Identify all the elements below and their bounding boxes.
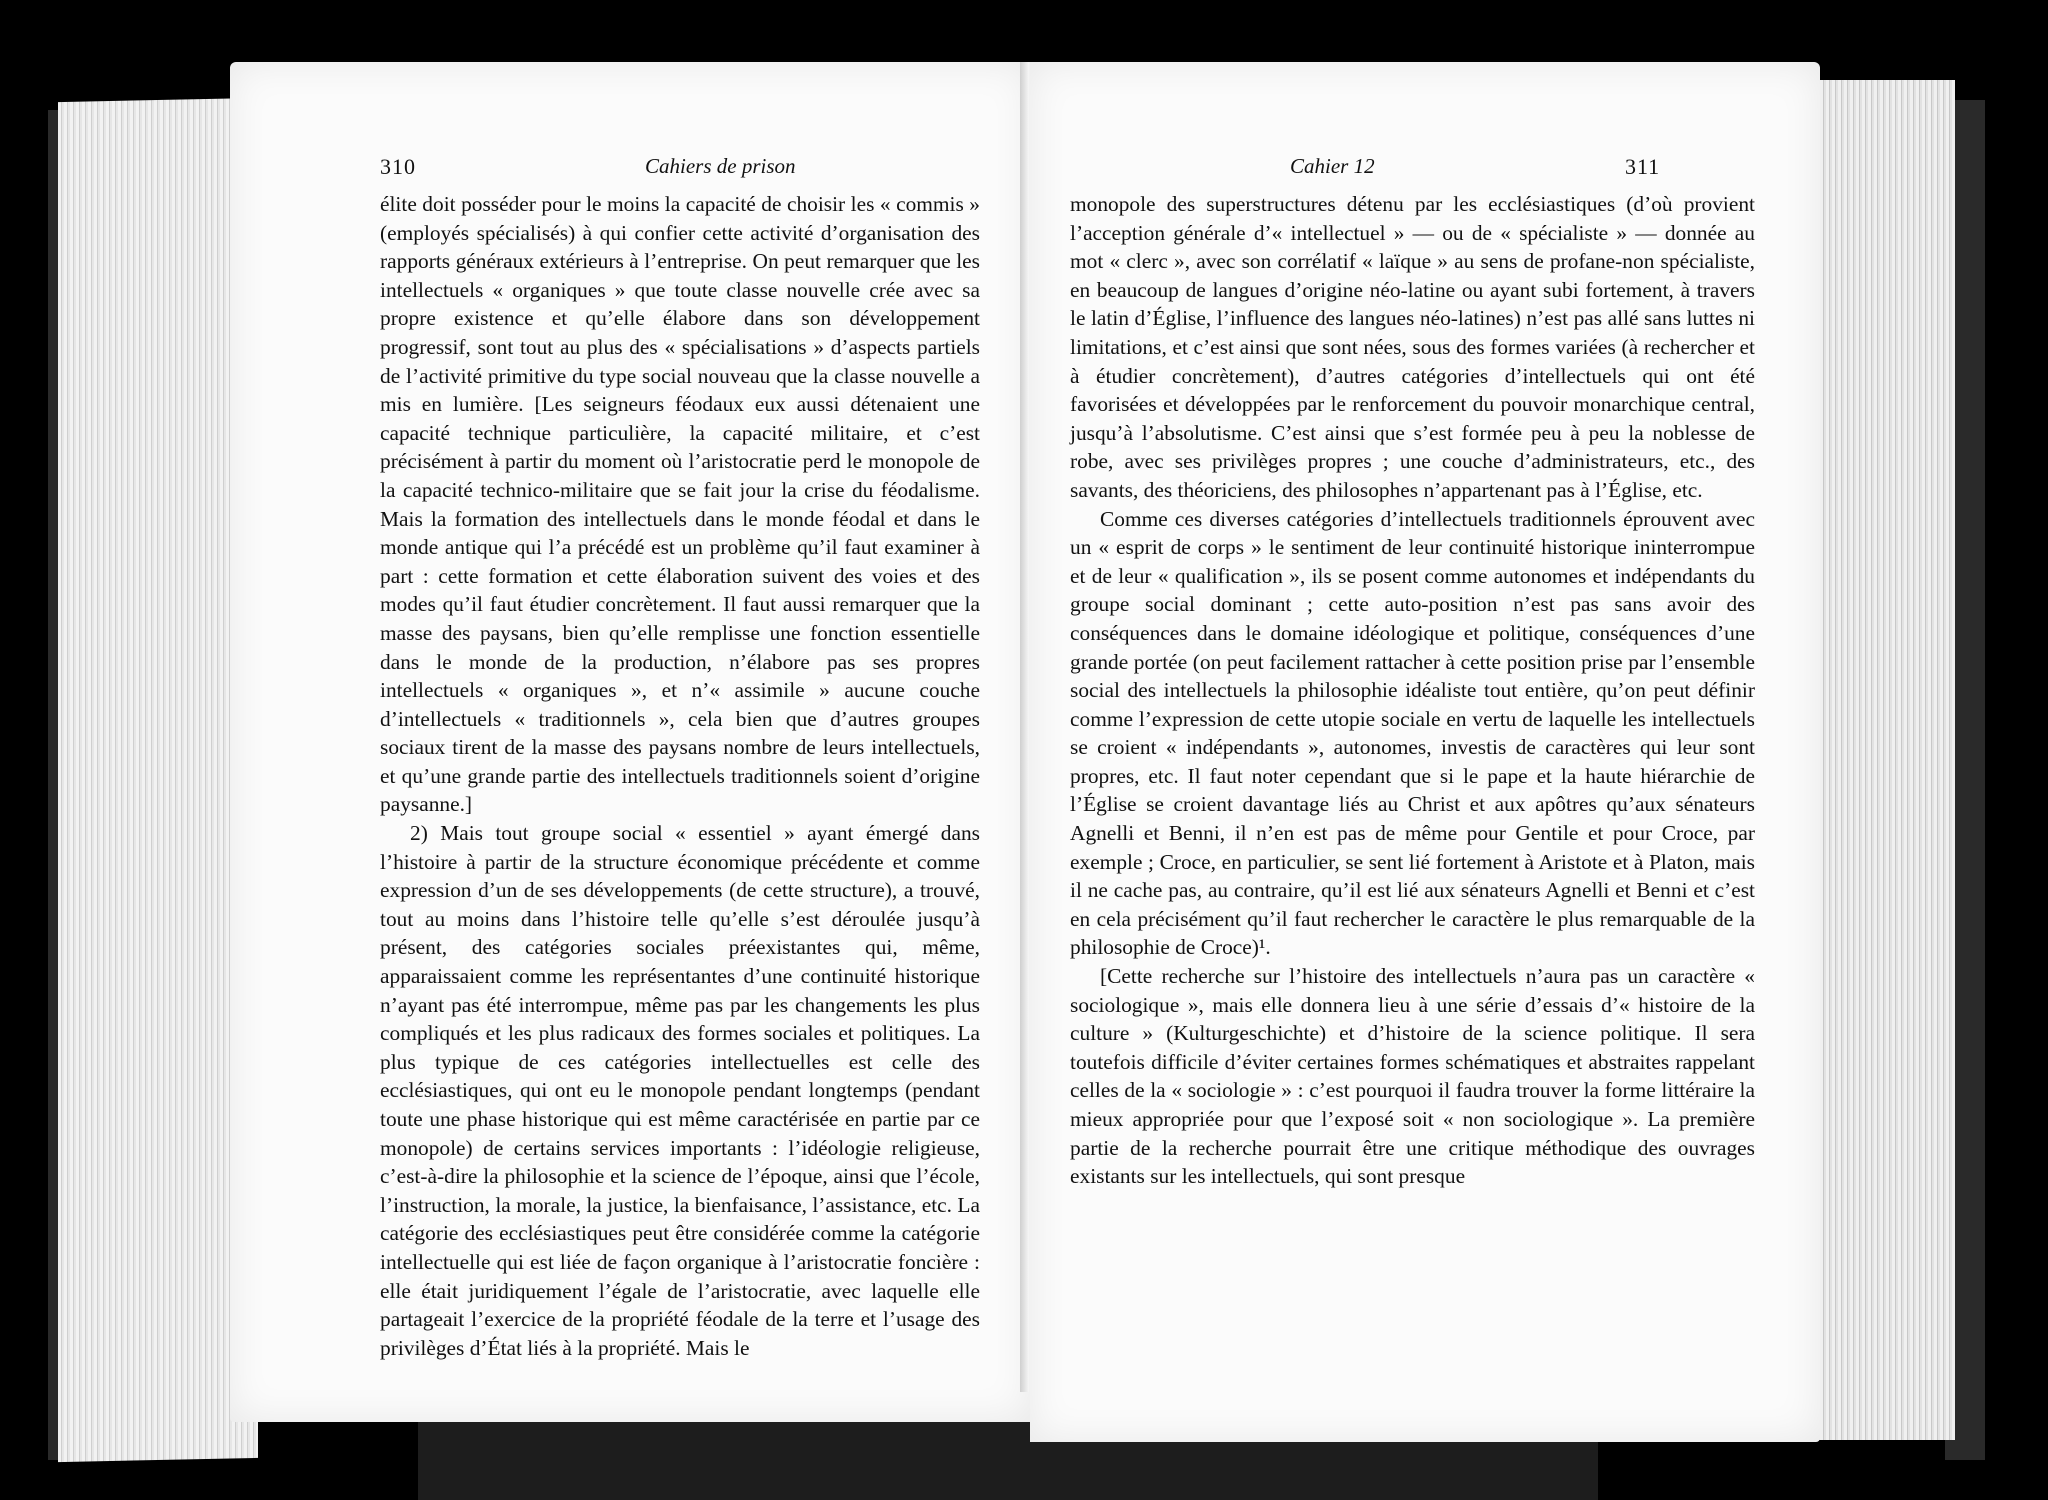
paragraph: élite doit posséder pour le moins la capacité de choisir les « commis » (employés spécialisés) à qui confier cette activité d’organisation des rapports généraux extérieurs à l’entreprise. On peut remarquer que les intellectuels « organiques » que toute classe nouvelle crée avec sa propre existence et qu’elle élabore dans son développement progressif, sont tout au plus des « spécialisations » d’aspects partiels de l’activité primitive du type social nouveau que la classe nouvelle a mis en lumière. [Les seigneurs féodaux eux aussi détenaient une capacité technique particulière, la capacité militaire, et c’est précisément à partir du moment où l’aristocratie perd le monopole de la capacité technico-militaire que se fait jour la crise du féodalisme. Mais la formation des intellectuels dans le monde féodal et dans le monde antique qui l’a précédé est un problème qu’il faut examiner à part : cette formation et cette élaboration suivent des voies et des modes qu’il faut étudier concrètement. Il faut aussi remarquer que la masse des paysans, bien qu’elle remplisse une fonction essentielle dans le monde de la production, n’élabore pas ses propres intellectuels « organiques », et n’« assimile » aucune couche d’intellectuels « traditionnels », cela bien que d’autres groupes sociaux tirent de la masse des paysans nombre de leurs intellectuels, et qu’une grande partie des intellectuels traditionnels soient d’origine paysanne.]: [380, 192, 980, 817]
page-edges-left: [58, 98, 258, 1462]
right-page-number: 311: [1625, 154, 1661, 179]
left-page: [230, 62, 1030, 1422]
paragraph: Comme ces diverses catégories d’intellectuels traditionnels éprouvent avec un « esprit de corps » le sentiment de leur continuité historique ininterrompue et de leur « qualification », ils se posent comme autonomes et indépendants du groupe social dominant ; cette auto-position n’est pas sans avoir des conséquences dans le domaine idéologique et politique, conséquences d’une grande portée (on peut facilement rattacher à cette position prise par l’ensemble social des intellectuels la philosophie idéaliste tout entière, qu’on peut définir comme l’expression de cette utopie sociale en vertu de laquelle les intellectuels se croient « indépendants », autonomes, investis de caractères qui leur sont propres, etc. Il faut noter cependant que si le pape et la haute hiérarchie de l’Église se croient davantage liés au Christ et aux apôtres qu’aux sénateurs Agnelli et Benni, il n’en est pas de même pour Gentile et pour Croce, par exemple ; Croce, en particulier, se sent lié fortement à Aristote et à Platon, mais il ne cache pas, au contraire, qu’il est lié aux sénateurs Agnelli et Benni et c’est en cela précisément qu’il faut rechercher le caractère le plus remarquable de la philosophie de Croce)¹.: [1070, 506, 1755, 960]
left-running-title: Cahiers de prison: [645, 154, 796, 178]
right-running-title: Cahier 12: [1290, 154, 1375, 178]
right-page: [1030, 62, 1820, 1442]
paragraph: [Cette recherche sur l’histoire des intellectuels n’aura pas un caractère « sociologique », mais elle donnera lieu à une série d’essais d’« histoire de la culture » (Kulturgeschichte) et d’histoire de la science politique. Il sera toutefois difficile d’éviter certaines formes schématiques et abstraites rappelant celles de la « sociologie » : c’est pourquoi il faudra trouver la forme littéraire la mieux appropriée pour que l’exposé soit « non sociologique ». La première partie de la recherche pourrait être une critique méthodique des ouvrages existants sur les intellectuels, qui sont presque: [1070, 964, 1755, 1189]
right-page-body: [1070, 190, 1755, 1191]
left-page-body: [380, 190, 980, 1362]
left-page-number: 310: [380, 154, 416, 179]
paragraph: 2) Mais tout groupe social « essentiel » ayant émergé dans l’histoire à partir de la structure économique précédente et comme expression d’un de ses développements (de cette structure), a trouvé, tout au moins dans l’histoire telle qu’elle s’est déroulée jusqu’à présent, des catégories sociales préexistantes qui, même, apparaissaient comme les représentantes d’une continuité historique n’ayant pas été interrompue, même pas par les changements les plus compliqués et les plus radicaux des formes sociales et politiques. La plus typique de ces catégories intellectuelles est celle des ecclésiastiques, qui ont eu le monopole pendant longtemps (pendant toute une phase historique qui est même caractérisée en partie par ce monopole) de certains services importants : l’idéologie religieuse, c’est-à-dire la philosophie et la science de l’époque, ainsi que l’école, l’instruction, la morale, la justice, la bienfaisance, l’assistance, etc. La catégorie des ecclésiastiques peut être considérée comme la catégorie intellectuelle qui est liée de façon organique à l’aristocratie foncière : elle était juridiquement l’égale de l’aristocratie, avec laquelle elle partageait l’exercice de la propriété féodale de la terre et l’usage des privilèges d’État liés à la propriété. Mais le: [380, 821, 980, 1360]
paragraph: monopole des superstructures détenu par les ecclésiastiques (d’où provient l’acception générale d’« intellectuel » — ou de « spécialiste » — donnée au mot « clerc », avec son corrélatif « laïque » au sens de profane-non spécialiste, en beaucoup de langues d’origine néo-latine ou ayant subi fortement, à travers le latin d’Église, l’influence des langues néo-latines) n’est pas allé sans luttes ni limitations, et c’est ainsi que sont nées, sous des formes variées (à rechercher et à étudier concrètement), d’autres catégories d’intellectuels qui ont été favorisées et développées par le renforcement du pouvoir monarchique central, jusqu’à l’absolutisme. C’est ainsi que s’est formée peu à peu la noblesse de robe, avec ses privilèges propres ; une couche d’administrateurs, etc., des savants, des théoriciens, des philosophes n’appartenant pas à l’Église, etc.: [1070, 192, 1755, 502]
